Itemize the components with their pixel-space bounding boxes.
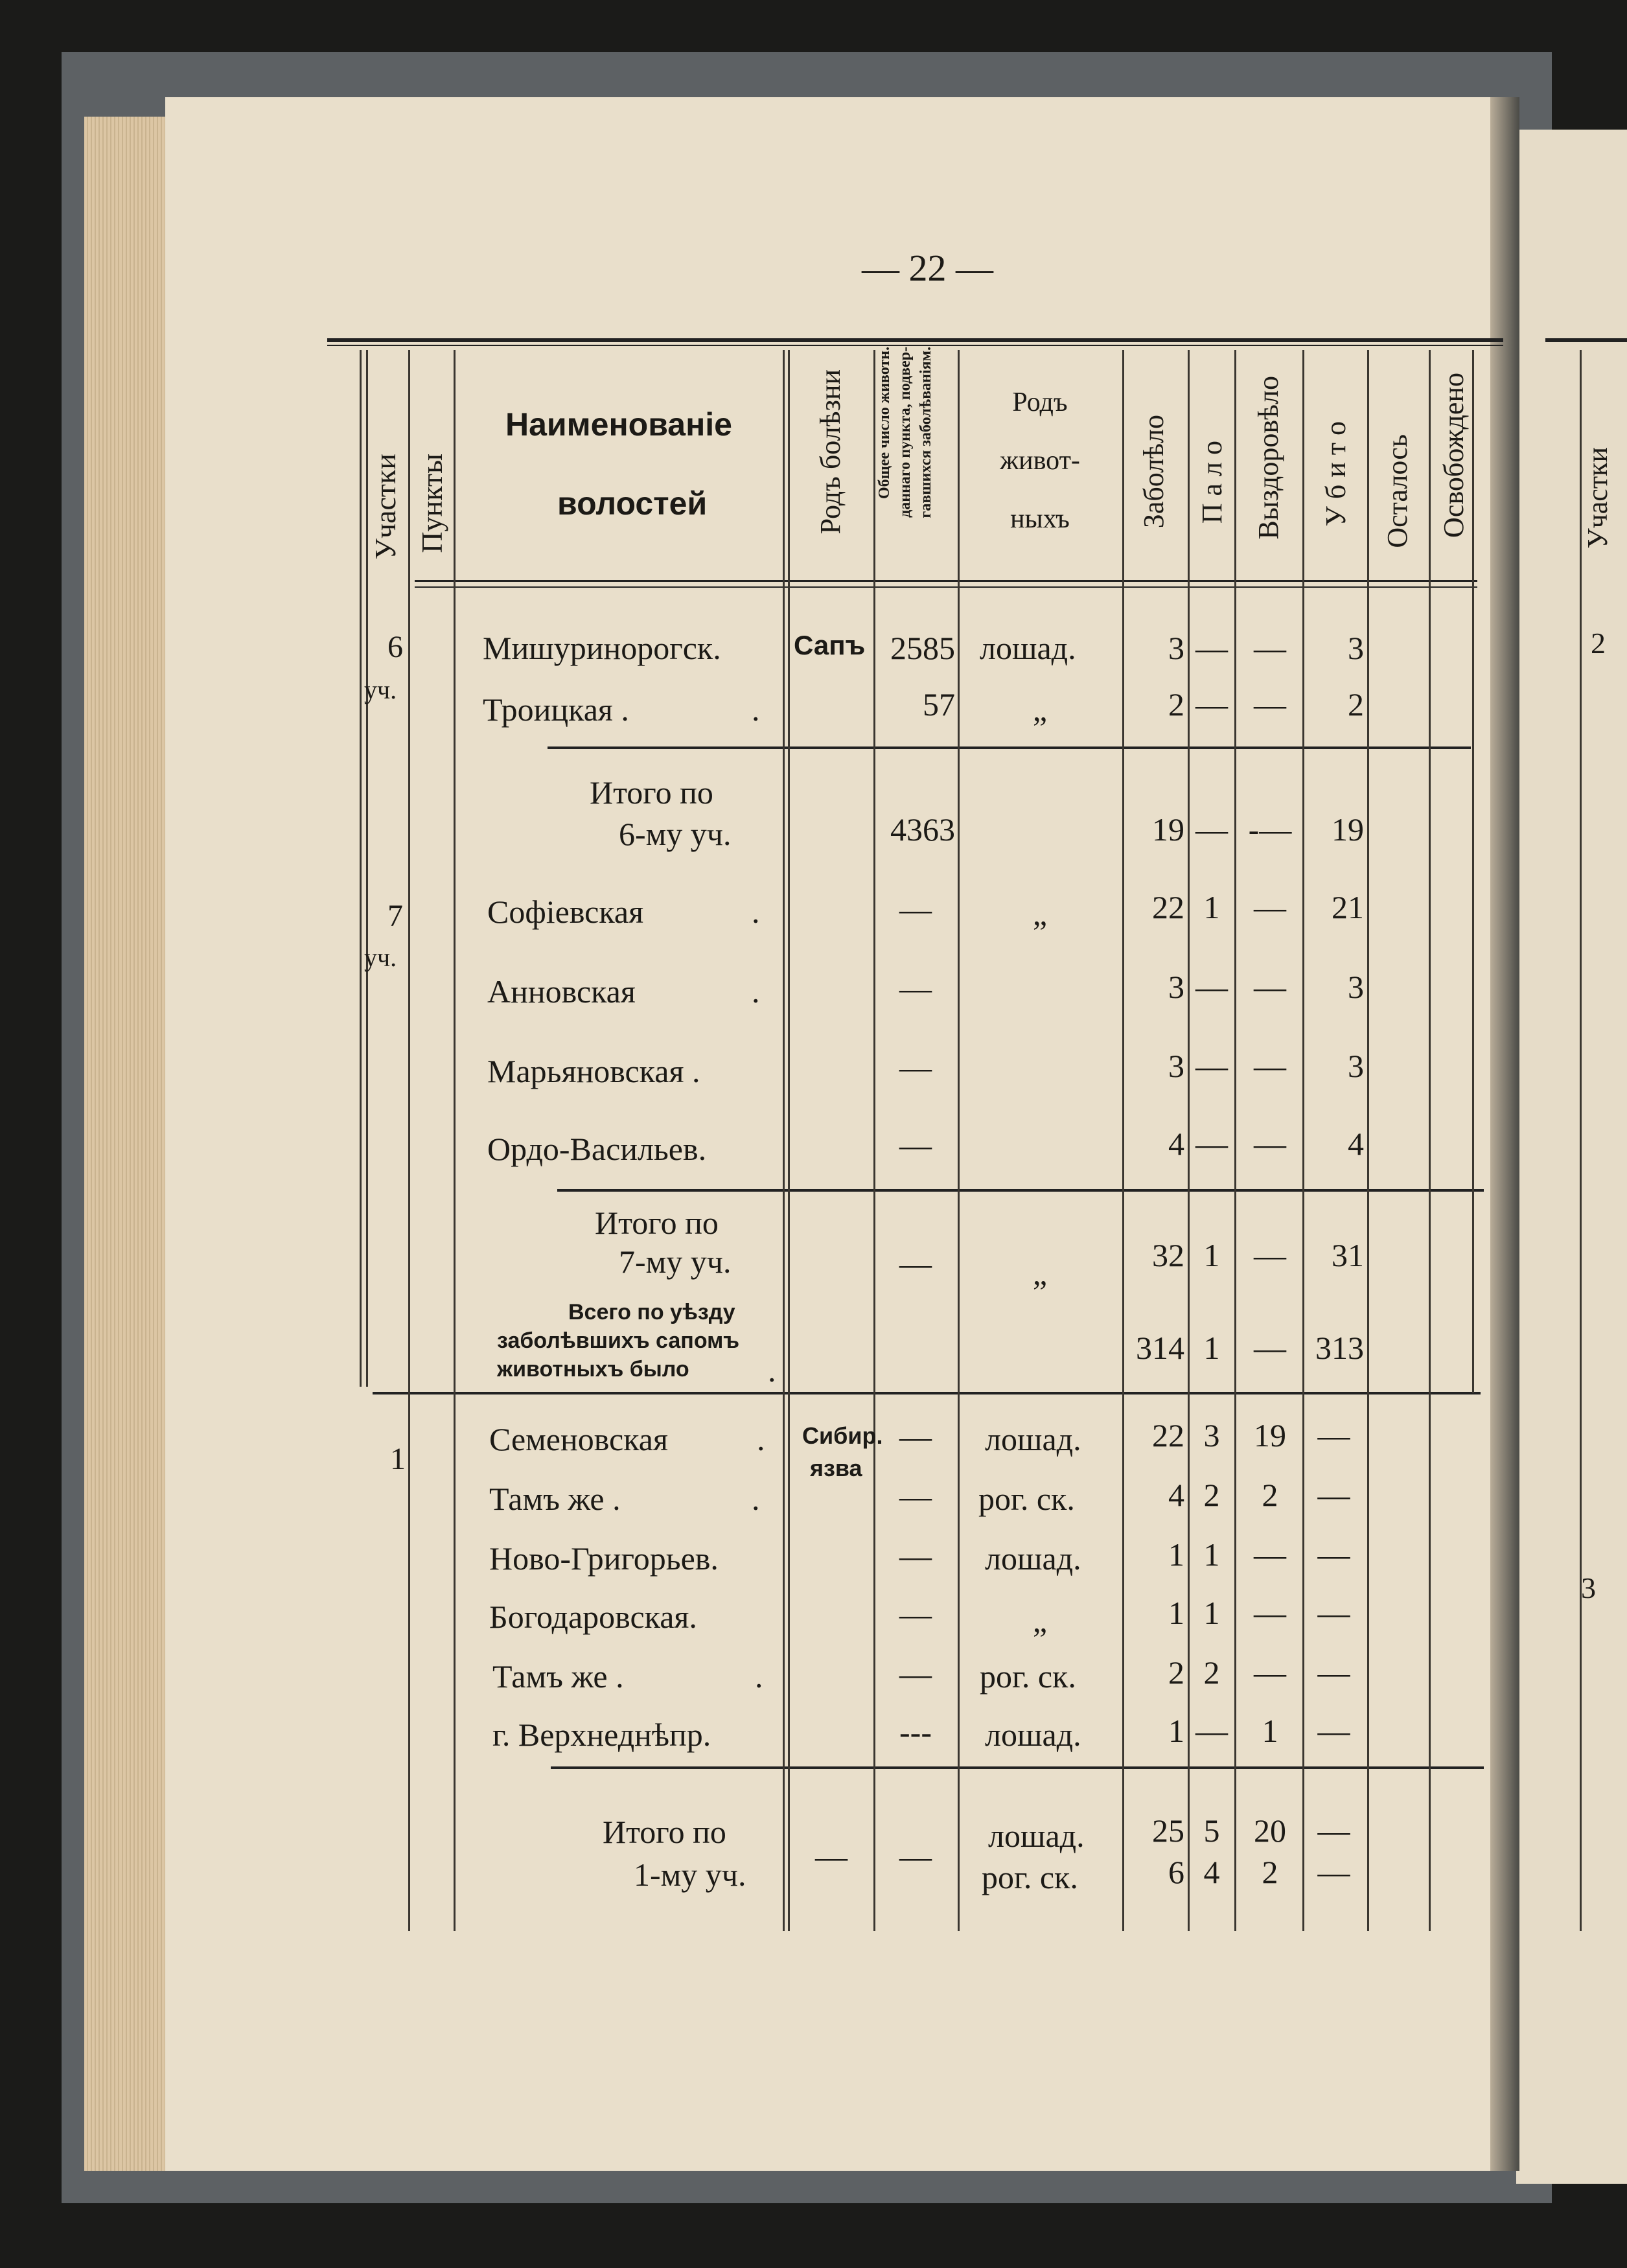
row-name: Богодаровская. — [489, 1599, 697, 1635]
row-kind: „ — [1032, 896, 1048, 932]
subtotal-died: — — [1195, 811, 1228, 848]
section-7-label: уч. — [364, 943, 397, 972]
row-killed: 2 — [1348, 686, 1364, 723]
row-died: — — [1195, 630, 1228, 666]
row-died: 1 — [1203, 889, 1220, 925]
row-total: 2585 — [890, 630, 955, 666]
row-killed: 3 — [1348, 969, 1364, 1005]
row-killed: — — [1317, 1417, 1350, 1453]
row-died: 1 — [1203, 1536, 1220, 1573]
subtotal-sick-2: 6 — [1168, 1854, 1184, 1890]
subtotal-label-line1: Итого по — [590, 774, 713, 811]
row-died: — — [1195, 1126, 1228, 1162]
grand-total-died: 1 — [1203, 1330, 1220, 1366]
row-killed: — — [1317, 1477, 1350, 1513]
row-killed: — — [1317, 1713, 1350, 1749]
vline-kind — [1122, 350, 1124, 1931]
row-killed: — — [1317, 1654, 1350, 1691]
header-name-line2: волостей — [557, 485, 708, 522]
header-released: Освобождено — [1438, 373, 1470, 538]
subtotal-label-line1: Итого по — [595, 1205, 719, 1241]
row-recovered: 2 — [1262, 1477, 1278, 1513]
row-total: 57 — [923, 686, 955, 723]
row-sick: 4 — [1168, 1477, 1184, 1513]
vline-disease — [873, 350, 875, 1931]
section-1-number: 1 — [390, 1442, 406, 1476]
row-recovered: — — [1254, 889, 1286, 925]
header-total-line2: даннаго пункта, подвер- — [897, 347, 914, 518]
subtotal-died-1: 5 — [1203, 1812, 1220, 1849]
row-sick: 3 — [1168, 630, 1184, 666]
row-recovered: — — [1254, 1595, 1286, 1631]
row-died: — — [1195, 969, 1228, 1005]
row-sick: 1 — [1168, 1713, 1184, 1749]
row-kind: рог. ск. — [980, 1658, 1076, 1695]
row-killed: 3 — [1348, 1048, 1364, 1084]
subtotal-label-line2: 6-му уч. — [619, 816, 732, 852]
grand-total-line1: Всего по уѣзду — [568, 1300, 735, 1325]
grand-total-line2: заболѣвшихъ сапомъ — [497, 1328, 740, 1353]
subtotal-sick: 19 — [1152, 811, 1184, 848]
header-killed: У б и т о — [1320, 421, 1352, 527]
row-kind: лошад. — [985, 1717, 1081, 1753]
row-kind: лошад. — [985, 1421, 1081, 1457]
row-name: Софіевская — [487, 894, 644, 930]
grand-total-recovered: — — [1254, 1330, 1286, 1366]
subtotal-killed-1: — — [1317, 1812, 1350, 1849]
subtotal-recovered-1: 20 — [1254, 1812, 1286, 1849]
row-disease: Сапъ — [794, 630, 866, 660]
row-kind: лошад. — [985, 1540, 1081, 1577]
row-sick: 22 — [1152, 889, 1184, 925]
row-name: Марьяновская . — [487, 1053, 700, 1089]
row-killed: 3 — [1348, 630, 1364, 666]
row-killed: — — [1317, 1536, 1350, 1573]
row-disease-line2: язва — [810, 1455, 862, 1481]
vline-killed — [1367, 350, 1369, 1931]
rule-all — [373, 1392, 1481, 1394]
subtotal-label-line2: 1-му уч. — [634, 1857, 746, 1893]
subtotal-sick: 32 — [1152, 1237, 1184, 1273]
subtotal-total: — — [899, 1838, 932, 1875]
row-sick: 22 — [1152, 1417, 1184, 1453]
header-uchastki: Участки — [369, 454, 402, 560]
row-total: — — [899, 891, 932, 927]
rule-total1 — [551, 1766, 1484, 1769]
vline-total — [958, 350, 960, 1931]
vline-died — [1234, 350, 1236, 1931]
row-dot: . — [757, 1421, 765, 1457]
row-died: 2 — [1203, 1654, 1220, 1691]
top-rule — [327, 338, 1503, 342]
next-page-section-3: 3 — [1581, 1571, 1596, 1604]
row-name: Тамъ же . — [492, 1658, 624, 1695]
header-kind-line3: ныхъ — [1010, 504, 1070, 534]
row-died: — — [1195, 686, 1228, 723]
grand-total-line3: животныхъ было — [497, 1357, 689, 1382]
row-dot: . — [752, 894, 760, 930]
rule-total7 — [557, 1189, 1484, 1192]
subtotal-sick-1: 25 — [1152, 1812, 1184, 1849]
header-kind-line2: живот- — [1000, 446, 1080, 476]
row-recovered: — — [1254, 1048, 1286, 1084]
row-recovered: 1 — [1262, 1713, 1278, 1749]
header-kind-line1: Родъ — [1012, 388, 1068, 417]
vline-punkty — [454, 350, 456, 1931]
row-total: --- — [899, 1714, 932, 1750]
vline-name — [783, 350, 785, 1931]
header-total-line3: гавшихся заболѣваніям. — [917, 347, 934, 518]
row-recovered: — — [1254, 630, 1286, 666]
row-dot: . — [752, 1481, 760, 1517]
subtotal-killed: 19 — [1332, 811, 1364, 848]
row-sick: 3 — [1168, 1048, 1184, 1084]
row-sick: 2 — [1168, 686, 1184, 723]
vline-right — [1472, 350, 1474, 1393]
next-page-section-2: 2 — [1591, 627, 1606, 660]
row-kind: рог. ск. — [978, 1481, 1075, 1517]
row-sick: 2 — [1168, 1654, 1184, 1691]
row-name: Семеновская — [489, 1421, 668, 1457]
subtotal-recovered: -— — [1248, 811, 1292, 848]
row-dot: . — [752, 973, 760, 1010]
subtotal-disease: — — [815, 1838, 848, 1875]
grand-total-sick: 314 — [1136, 1330, 1184, 1366]
row-disease-line1: Сибир. — [802, 1422, 883, 1449]
subtotal-died: 1 — [1203, 1237, 1220, 1273]
row-total: — — [899, 1127, 932, 1163]
row-died: 1 — [1203, 1595, 1220, 1631]
row-name: Анновская — [487, 973, 636, 1010]
row-recovered: 19 — [1254, 1417, 1286, 1453]
row-recovered: — — [1254, 1654, 1286, 1691]
row-name: Троицкая . — [483, 691, 629, 728]
row-killed: 4 — [1348, 1126, 1364, 1162]
subtotal-recovered: — — [1254, 1237, 1286, 1273]
row-killed: — — [1317, 1595, 1350, 1631]
row-dot: . — [752, 691, 760, 728]
row-total: — — [899, 1538, 932, 1574]
grand-total-dot: . — [768, 1352, 776, 1389]
subtotal-kind-2: рог. ск. — [982, 1859, 1078, 1895]
row-dot: . — [755, 1658, 763, 1695]
header-rule — [415, 580, 1477, 582]
subtotal-label-line1: Итого по — [603, 1814, 726, 1850]
header-recovered: Выздоровѣло — [1252, 376, 1284, 540]
row-died: — — [1195, 1713, 1228, 1749]
row-died: — — [1195, 1048, 1228, 1084]
subtotal-kind-1: лошад. — [988, 1818, 1085, 1854]
subtotal-killed-2: — — [1317, 1854, 1350, 1890]
row-kind: „ — [1032, 1603, 1048, 1639]
top-rule-2 — [327, 345, 1503, 346]
next-page-vline — [1580, 350, 1582, 1931]
book-gutter — [1490, 97, 1519, 2171]
row-sick: 4 — [1168, 1126, 1184, 1162]
vline-uchastki — [408, 350, 410, 1931]
subtotal-killed: 31 — [1332, 1237, 1364, 1273]
row-total: — — [899, 1656, 932, 1692]
row-name: г. Верхнеднѣпр. — [492, 1717, 711, 1753]
row-name: Ново-Григорьев. — [489, 1540, 719, 1577]
row-name: Мишуринорогск. — [483, 630, 721, 666]
subtotal-died-2: 4 — [1203, 1854, 1220, 1890]
next-page — [1516, 130, 1627, 2184]
row-total: — — [899, 970, 932, 1006]
row-total: — — [899, 1418, 932, 1455]
header-total-line1: Общее число животн. — [876, 347, 893, 500]
header-name-line1: Наименованіе — [505, 406, 732, 443]
section-6-label: уч. — [364, 675, 397, 704]
header-rule-2 — [415, 586, 1477, 588]
row-total: — — [899, 1049, 932, 1085]
vline-remaining — [1429, 350, 1431, 1931]
section-6-number: 6 — [387, 630, 403, 664]
vline-name-2 — [788, 350, 790, 1931]
row-died: 2 — [1203, 1477, 1220, 1513]
vline-left — [360, 350, 362, 1387]
row-kind: лошад. — [980, 630, 1076, 666]
row-died: 3 — [1203, 1417, 1220, 1453]
row-killed: 21 — [1332, 889, 1364, 925]
subtotal-label-line2: 7-му уч. — [619, 1244, 732, 1280]
subtotal-kind: „ — [1032, 1255, 1048, 1291]
grand-total-killed: 313 — [1315, 1330, 1364, 1366]
row-recovered: — — [1254, 1536, 1286, 1573]
subtotal-total: 4363 — [890, 811, 955, 848]
row-sick: 1 — [1168, 1536, 1184, 1573]
next-page-top-rule — [1545, 338, 1627, 342]
header-punkty: Пункты — [415, 454, 448, 553]
section-7-number: 7 — [387, 899, 403, 933]
row-name: Ордо-Васильев. — [487, 1131, 707, 1167]
subtotal-total: — — [899, 1245, 932, 1282]
rule-total6 — [548, 746, 1471, 749]
row-recovered: — — [1254, 1126, 1286, 1162]
row-sick: 3 — [1168, 969, 1184, 1005]
row-recovered: — — [1254, 686, 1286, 723]
next-page-header-uchastki: Участки — [1582, 447, 1613, 549]
row-kind: „ — [1032, 691, 1048, 728]
row-total: — — [899, 1596, 932, 1632]
header-disease: Родъ болѣзни — [814, 369, 846, 535]
row-total: — — [899, 1478, 932, 1514]
page-number: — 22 — — [862, 247, 993, 289]
row-sick: 1 — [1168, 1595, 1184, 1631]
header-sick: Заболѣло — [1138, 415, 1170, 529]
subtotal-recovered-2: 2 — [1262, 1854, 1278, 1890]
row-recovered: — — [1254, 969, 1286, 1005]
header-died: П а л о — [1196, 441, 1228, 524]
header-remaining: Осталось — [1381, 434, 1413, 548]
row-name: Тамъ же . — [489, 1481, 621, 1517]
